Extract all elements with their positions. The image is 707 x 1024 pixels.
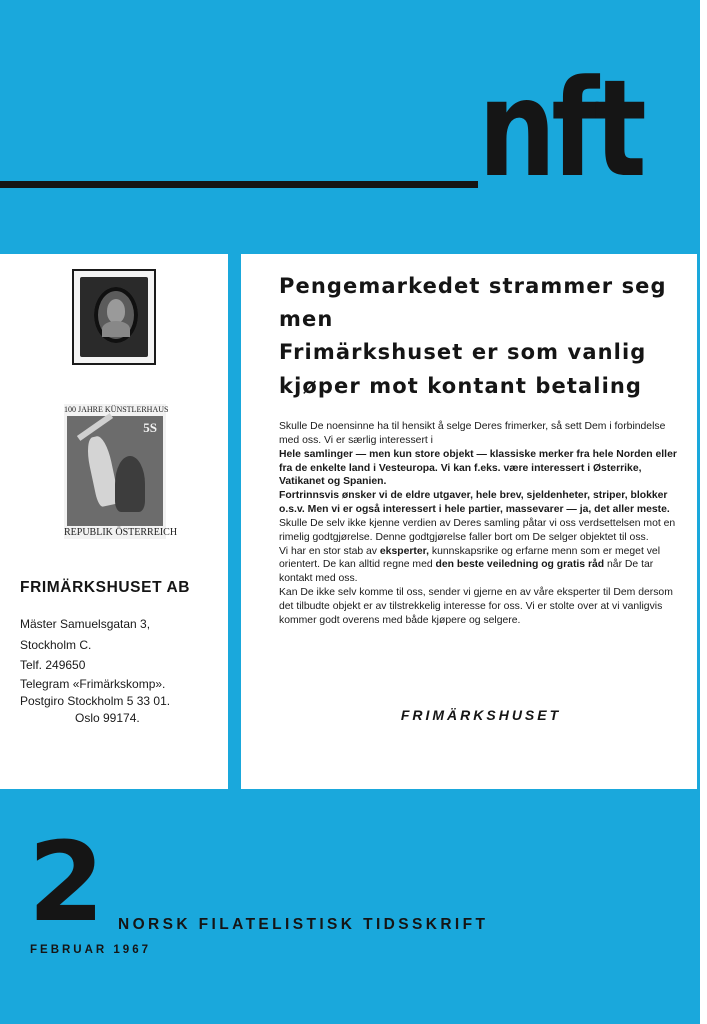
advertisement-panel: [241, 254, 697, 789]
company-name: FRIMÄRKSHUSET AB: [20, 579, 191, 596]
magazine-logo: nft: [478, 51, 642, 207]
austrian-stamp-image: [64, 404, 178, 539]
advertiser-signature: FRIMÄRKSHUSET: [400, 707, 562, 723]
headline-line-2: men: [279, 307, 334, 331]
postgiro-stockholm: Postgiro Stockholm 5 33 01.: [20, 694, 171, 708]
stamp-value: 5S: [143, 420, 157, 435]
paragraph-valuation: Skulle De selv ikke kjenne verdien av Deres samling påtar vi oss verdsettelsen mot en rimelig godtgjørelse. Denne godtgjørelse faller bort om De selger objektet til oss.: [279, 517, 676, 543]
headline-line-4: kjøper mot kontant betaling: [279, 374, 643, 398]
headline-line-3: Frimärkshuset er som vanlig: [279, 340, 647, 364]
phone-number: Telf. 249650: [20, 658, 86, 672]
issue-date: FEBRUAR 1967: [30, 944, 151, 956]
paragraph-collections: Hele samlinger — men kun store objekt — klassiske merker fra hele Norden eller fra de enkelte land i Vesteuropa. Vi kan f.eks. være interessert i Østerrike, Vatikanet og Spanien.: [279, 448, 677, 488]
paragraph-intro: Skulle De noensinne ha til hensikt å selge Deres frimerker, så sett Dem i forbindelse med oss. Vi er særlig interessert i: [279, 421, 666, 446]
address-street: Mäster Samuelsgatan 3,: [20, 617, 151, 631]
issue-number: 2: [28, 818, 105, 946]
address-city: Stockholm C.: [20, 638, 92, 652]
portrait-stamp-image: [72, 269, 156, 365]
paragraph-preferences: Fortrinnsvis ønsker vi de eldre utgaver, hele brev, sjeldenheter, striper, blokker o.s.v. Men vi er også interessert i hele partier, massevarer — ja, det aller meste.: [279, 490, 670, 516]
postgiro-oslo: Oslo 99174.: [75, 711, 140, 725]
advertiser-panel: [0, 254, 228, 789]
stamp-bottom-caption: REPUBLIK ÖSTERREICH: [64, 527, 178, 538]
journal-title: NORSK FILATELISTISK TIDSSKRIFT: [118, 916, 489, 933]
telegram-address: Telegram «Frimärkskomp».: [20, 677, 166, 691]
masthead-rule: [0, 181, 478, 188]
paragraph-experts: Vi har en stor stab av eksperter, kunnskapsrike og erfarne menn som er meget vel orientert. De kan alltid regne med den beste veiledning og gratis råd når De tar kontakt med oss.: [279, 545, 661, 585]
advertisement-body: [279, 420, 683, 628]
stamp-top-caption: 100 JAHRE KÜNSTLERHAUS: [64, 405, 169, 414]
headline-line-1: Pengemarkedet strammer seg: [279, 274, 667, 298]
paragraph-visit: Kan De ikke selv komme til oss, sender vi gjerne en av våre eksperter til Dem dersom det tilbudte objekt er av tilstrekkelig interesse for oss. Vi er stolte over at vi vanligvis kommer godt overens med både kjøpere og selgere.: [279, 587, 673, 626]
